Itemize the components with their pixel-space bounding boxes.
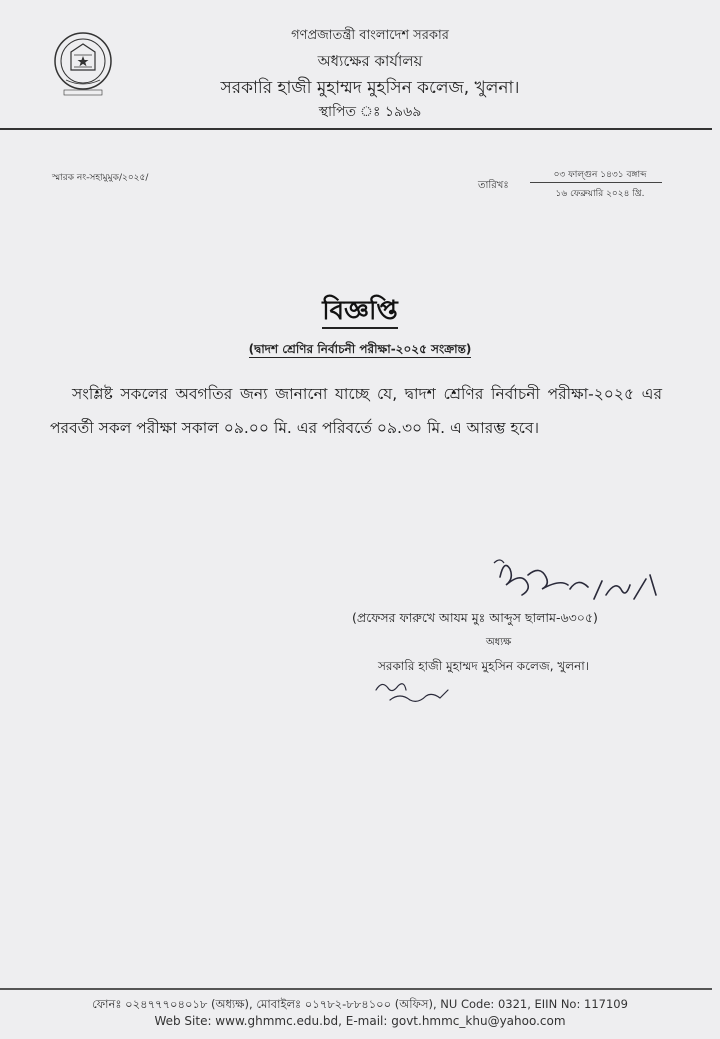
date-english: ১৬ ফেব্রুয়ারি ২০২৪ খ্রি. — [555, 189, 645, 199]
signatory-name: (প্রফেসর ফারুখে আযম মুঃ আব্দুস ছালাম-৬৩০৫) — [352, 610, 598, 625]
memo-number: স্মারক নং-সহামুমুক/২০২৫/ — [52, 173, 149, 183]
principal-signature — [470, 555, 670, 615]
footer-divider — [0, 988, 712, 990]
header-divider — [0, 128, 712, 130]
established-line: স্থাপিত ঃ ১৯৬৯ — [318, 104, 422, 120]
govt-line: গণপ্রজাতন্ত্রী বাংলাদেশ সরকার — [291, 28, 449, 43]
date-bengali: ০৩ ফাল্গুন ১৪৩১ বঙ্গাব্দ — [553, 170, 647, 180]
notice-body: সংশ্লিষ্ট সকলের অবগতির জন্য জানানো যাচ্ছে যে, দ্বাদশ শ্রেণির নির্বাচনী পরীক্ষা-২০২৫ এর পরবর্তী সকল পরীক্ষা সকাল ০৯.০০ মি. এর পরিবর্তে ০৯.৩০ মি. এ আরম্ভ হবে। — [50, 385, 663, 437]
notice-subtitle-text: (দ্বাদশ শ্রেণির নির্বাচনী পরীক্ষা-২০২৫ সংক্রান্ত) — [248, 342, 472, 356]
signatory-college: সরকারি হাজী মুহাম্মদ মুহসিন কলেজ, খুলনা। — [378, 659, 590, 673]
office-line: অধ্যক্ষের কার্যালয় — [317, 52, 423, 70]
signatory-title: অধ্যক্ষ — [486, 637, 512, 648]
notice-title — [0, 290, 720, 334]
college-name: সরকারি হাজী মুহাম্মদ মুহসিন কলেজ, খুলনা। — [220, 78, 520, 98]
date-divider — [530, 182, 662, 183]
footer-web: Web Site: www.ghmmc.edu.bd, E-mail: govt.hmmc_khu@yahoo.com — [154, 1014, 566, 1028]
initial-signature — [370, 672, 460, 708]
footer-contact: ফোনঃ ০২৪৭৭৭০৪০১৮ (অধ্যক্ষ), মোবাইলঃ ০১৭৮২-৮৮৪১০০ (অফিস), NU Code: 0321, EIIN No: 117109 — [92, 997, 628, 1011]
notice-title-text: বিজ্ঞপ্তি — [322, 296, 398, 329]
date-label: তারিখঃ — [478, 180, 509, 191]
notice-subtitle — [0, 341, 720, 361]
